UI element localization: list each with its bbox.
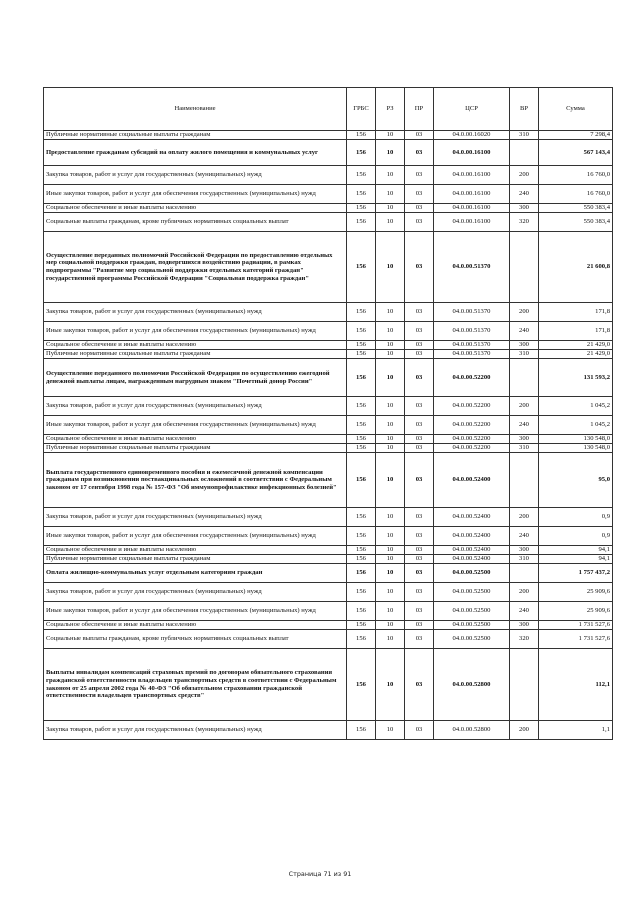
cell-name: Закупка товаров, работ и услуг для государственных (муниципальных) нужд [44, 166, 347, 185]
cell-rz: 10 [376, 602, 405, 621]
cell-name: Социальное обеспечение и иные выплаты населению [44, 204, 347, 213]
cell-name: Закупка товаров, работ и услуг для государственных (муниципальных) нужд [44, 303, 347, 322]
cell-pr: 03 [405, 555, 434, 564]
cell-rz: 10 [376, 564, 405, 583]
cell-pr: 03 [405, 453, 434, 508]
cell-pr: 03 [405, 630, 434, 649]
cell-grbs: 156 [347, 630, 376, 649]
cell-name: Публичные нормативные социальные выплаты гражданам [44, 350, 347, 359]
cell-csr: 04.0.00.52500 [434, 630, 510, 649]
cell-sum: 131 593,2 [539, 359, 613, 397]
cell-rz: 10 [376, 416, 405, 435]
cell-csr: 04.0.00.51370 [434, 341, 510, 350]
cell-rz: 10 [376, 527, 405, 546]
cell-name: Выплаты инвалидам компенсаций страховых премий по договорам обязательного страхования гражданской ответственности владельцев транспортных средств в соответствии с Федеральным законом от 25 апреля 2002 года № 40-ФЗ "Об обязательном страховании гражданской ответственности владельцев транспортных средств" [44, 649, 347, 721]
cell-sum: 130 548,0 [539, 435, 613, 444]
cell-name: Оплата жилищно-коммунальных услуг отдельным категориям граждан [44, 564, 347, 583]
cell-name: Осуществление переданных полномочий Российской Федерации по предоставлению отдельных мер социальной поддержки граждан, подвергшихся воздействию радиации, в рамках подпрограммы "Развитие мер социальной поддержки отдельных категорий граждан" государственной программы Российской Федерации "Социальная поддержка граждан" [44, 232, 347, 303]
cell-pr: 03 [405, 232, 434, 303]
cell-grbs: 156 [347, 140, 376, 166]
cell-grbs: 156 [347, 341, 376, 350]
cell-csr: 04.0.00.52400 [434, 546, 510, 555]
cell-grbs: 156 [347, 185, 376, 204]
cell-vr: 310 [510, 131, 539, 140]
table-row [44, 350, 613, 359]
cell-vr: 200 [510, 166, 539, 185]
table-row [44, 397, 613, 416]
cell-sum: 0,9 [539, 527, 613, 546]
cell-grbs: 156 [347, 721, 376, 740]
cell-pr: 03 [405, 204, 434, 213]
cell-grbs: 156 [347, 397, 376, 416]
cell-grbs: 156 [347, 621, 376, 630]
cell-pr: 03 [405, 508, 434, 527]
cell-vr: 240 [510, 185, 539, 204]
cell-rz: 10 [376, 303, 405, 322]
cell-sum: 171,8 [539, 322, 613, 341]
cell-grbs: 156 [347, 359, 376, 397]
cell-sum: 7 298,4 [539, 131, 613, 140]
cell-csr: 04.0.00.52500 [434, 583, 510, 602]
cell-grbs: 156 [347, 602, 376, 621]
cell-name: Закупка товаров, работ и услуг для государственных (муниципальных) нужд [44, 583, 347, 602]
cell-vr: 200 [510, 508, 539, 527]
cell-name: Иные закупки товаров, работ и услуг для обеспечения государственных (муниципальных) нужд [44, 416, 347, 435]
cell-csr: 04.0.00.16100 [434, 213, 510, 232]
table-row [44, 444, 613, 453]
cell-pr: 03 [405, 131, 434, 140]
cell-sum: 567 143,4 [539, 140, 613, 166]
cell-grbs: 156 [347, 166, 376, 185]
table-row [44, 204, 613, 213]
cell-pr: 03 [405, 602, 434, 621]
cell-vr: 240 [510, 527, 539, 546]
header-grbs: ГРБС [347, 88, 376, 131]
cell-vr: 300 [510, 546, 539, 555]
cell-vr: 320 [510, 213, 539, 232]
cell-pr: 03 [405, 322, 434, 341]
cell-sum: 21 429,0 [539, 350, 613, 359]
cell-csr: 04.0.00.51370 [434, 232, 510, 303]
cell-grbs: 156 [347, 564, 376, 583]
cell-pr: 03 [405, 213, 434, 232]
cell-rz: 10 [376, 444, 405, 453]
cell-vr: 310 [510, 350, 539, 359]
cell-rz: 10 [376, 721, 405, 740]
cell-vr [510, 649, 539, 721]
cell-vr: 200 [510, 397, 539, 416]
cell-sum: 21 429,0 [539, 341, 613, 350]
cell-name: Публичные нормативные социальные выплаты гражданам [44, 444, 347, 453]
cell-csr: 04.0.00.16100 [434, 185, 510, 204]
cell-sum: 550 383,4 [539, 204, 613, 213]
cell-name: Социальное обеспечение и иные выплаты населению [44, 621, 347, 630]
header-pr: ПР [405, 88, 434, 131]
header-csr: ЦСР [434, 88, 510, 131]
cell-rz: 10 [376, 397, 405, 416]
cell-csr: 04.0.00.52200 [434, 359, 510, 397]
cell-name: Осуществление переданного полномочия Российской Федерации по осуществлению ежегодной денежной выплаты лицам, награжденным нагрудным знаком "Почетный донор России" [44, 359, 347, 397]
table-row [44, 721, 613, 740]
header-name: Наименование [44, 88, 347, 131]
cell-vr: 200 [510, 583, 539, 602]
cell-vr: 240 [510, 602, 539, 621]
cell-pr: 03 [405, 303, 434, 322]
table-row [44, 232, 613, 303]
cell-pr: 03 [405, 621, 434, 630]
cell-grbs: 156 [347, 131, 376, 140]
cell-sum: 112,1 [539, 649, 613, 721]
table-row [44, 140, 613, 166]
cell-pr: 03 [405, 564, 434, 583]
cell-sum: 94,1 [539, 555, 613, 564]
cell-sum: 21 600,8 [539, 232, 613, 303]
cell-pr: 03 [405, 185, 434, 204]
cell-rz: 10 [376, 630, 405, 649]
cell-vr: 200 [510, 303, 539, 322]
cell-rz: 10 [376, 508, 405, 527]
cell-rz: 10 [376, 213, 405, 232]
cell-name: Иные закупки товаров, работ и услуг для обеспечения государственных (муниципальных) нужд [44, 602, 347, 621]
cell-csr: 04.0.00.16100 [434, 166, 510, 185]
cell-name: Социальное обеспечение и иные выплаты населению [44, 435, 347, 444]
cell-pr: 03 [405, 649, 434, 721]
cell-name: Иные закупки товаров, работ и услуг для обеспечения государственных (муниципальных) нужд [44, 185, 347, 204]
cell-rz: 10 [376, 140, 405, 166]
cell-vr: 200 [510, 721, 539, 740]
cell-vr: 310 [510, 444, 539, 453]
cell-vr [510, 453, 539, 508]
cell-vr: 240 [510, 322, 539, 341]
cell-grbs: 156 [347, 555, 376, 564]
cell-name: Социальное обеспечение и иные выплаты населению [44, 546, 347, 555]
cell-pr: 03 [405, 140, 434, 166]
cell-rz: 10 [376, 131, 405, 140]
cell-sum: 1 757 437,2 [539, 564, 613, 583]
cell-sum: 550 383,4 [539, 213, 613, 232]
cell-pr: 03 [405, 435, 434, 444]
cell-pr: 03 [405, 397, 434, 416]
table-row [44, 508, 613, 527]
cell-csr: 04.0.00.16100 [434, 140, 510, 166]
cell-grbs: 156 [347, 232, 376, 303]
cell-rz: 10 [376, 621, 405, 630]
cell-name: Публичные нормативные социальные выплаты гражданам [44, 131, 347, 140]
cell-vr: 300 [510, 341, 539, 350]
cell-csr: 04.0.00.16100 [434, 204, 510, 213]
cell-sum: 1 731 527,6 [539, 630, 613, 649]
cell-grbs: 156 [347, 204, 376, 213]
cell-name: Социальное обеспечение и иные выплаты населению [44, 341, 347, 350]
cell-rz: 10 [376, 649, 405, 721]
cell-name: Социальные выплаты гражданам, кроме публичных нормативных социальных выплат [44, 630, 347, 649]
table-row [44, 546, 613, 555]
table-row [44, 564, 613, 583]
cell-grbs: 156 [347, 444, 376, 453]
cell-sum: 25 909,6 [539, 583, 613, 602]
cell-grbs: 156 [347, 453, 376, 508]
cell-csr: 04.0.00.52200 [434, 444, 510, 453]
cell-vr: 300 [510, 621, 539, 630]
cell-vr [510, 232, 539, 303]
cell-name: Публичные нормативные социальные выплаты гражданам [44, 555, 347, 564]
cell-name: Закупка товаров, работ и услуг для государственных (муниципальных) нужд [44, 508, 347, 527]
cell-vr [510, 564, 539, 583]
cell-pr: 03 [405, 546, 434, 555]
cell-sum: 1 731 527,6 [539, 621, 613, 630]
cell-rz: 10 [376, 341, 405, 350]
table-body [44, 131, 613, 740]
cell-csr: 04.0.00.51370 [434, 350, 510, 359]
table-row [44, 213, 613, 232]
cell-grbs: 156 [347, 350, 376, 359]
cell-rz: 10 [376, 583, 405, 602]
cell-name: Предоставление гражданам субсидий на оплату жилого помещения и коммунальных услуг [44, 140, 347, 166]
cell-csr: 04.0.00.52400 [434, 508, 510, 527]
cell-vr [510, 359, 539, 397]
cell-rz: 10 [376, 435, 405, 444]
cell-csr: 04.0.00.52800 [434, 721, 510, 740]
cell-sum: 95,0 [539, 453, 613, 508]
table-row [44, 555, 613, 564]
cell-csr: 04.0.00.52200 [434, 397, 510, 416]
cell-sum: 1 045,2 [539, 397, 613, 416]
table-row [44, 416, 613, 435]
cell-name: Иные закупки товаров, работ и услуг для обеспечения государственных (муниципальных) нужд [44, 527, 347, 546]
cell-vr: 300 [510, 435, 539, 444]
cell-sum: 130 548,0 [539, 444, 613, 453]
cell-grbs: 156 [347, 527, 376, 546]
cell-csr: 04.0.00.52200 [434, 416, 510, 435]
table-row [44, 359, 613, 397]
cell-sum: 1,1 [539, 721, 613, 740]
cell-vr: 300 [510, 204, 539, 213]
cell-rz: 10 [376, 546, 405, 555]
table-row [44, 621, 613, 630]
cell-csr: 04.0.00.52400 [434, 453, 510, 508]
cell-vr: 240 [510, 416, 539, 435]
cell-rz: 10 [376, 322, 405, 341]
cell-pr: 03 [405, 444, 434, 453]
cell-grbs: 156 [347, 583, 376, 602]
cell-csr: 04.0.00.51370 [434, 303, 510, 322]
cell-grbs: 156 [347, 303, 376, 322]
cell-csr: 04.0.00.52400 [434, 555, 510, 564]
cell-grbs: 156 [347, 649, 376, 721]
budget-table [43, 87, 613, 740]
cell-name: Выплата государственного единовременного пособия и ежемесячной денежной компенсации гражданам при возникновении поствакцинальных осложнений в соответствии с Федеральным законом от 17 сентября 1998 года № 157-ФЗ "Об иммунопрофилактике инфекционных болезней" [44, 453, 347, 508]
cell-pr: 03 [405, 359, 434, 397]
table-row [44, 322, 613, 341]
cell-csr: 04.0.00.52500 [434, 621, 510, 630]
table-row [44, 630, 613, 649]
cell-csr: 04.0.00.52200 [434, 435, 510, 444]
table-row [44, 341, 613, 350]
cell-pr: 03 [405, 583, 434, 602]
cell-pr: 03 [405, 527, 434, 546]
cell-vr [510, 140, 539, 166]
table-row [44, 602, 613, 621]
cell-rz: 10 [376, 185, 405, 204]
cell-sum: 1 045,2 [539, 416, 613, 435]
cell-csr: 04.0.00.52500 [434, 564, 510, 583]
cell-name: Закупка товаров, работ и услуг для государственных (муниципальных) нужд [44, 397, 347, 416]
table-row [44, 527, 613, 546]
cell-pr: 03 [405, 721, 434, 740]
cell-pr: 03 [405, 350, 434, 359]
cell-vr: 310 [510, 555, 539, 564]
header-sum: Сумма [539, 88, 613, 131]
cell-rz: 10 [376, 350, 405, 359]
cell-sum: 16 760,0 [539, 166, 613, 185]
cell-rz: 10 [376, 232, 405, 303]
cell-grbs: 156 [347, 546, 376, 555]
cell-csr: 04.0.00.16020 [434, 131, 510, 140]
cell-grbs: 156 [347, 416, 376, 435]
table-row [44, 435, 613, 444]
cell-sum: 94,1 [539, 546, 613, 555]
cell-csr: 04.0.00.52400 [434, 527, 510, 546]
cell-rz: 10 [376, 453, 405, 508]
cell-csr: 04.0.00.52800 [434, 649, 510, 721]
cell-csr: 04.0.00.51370 [434, 322, 510, 341]
cell-grbs: 156 [347, 435, 376, 444]
cell-name: Социальные выплаты гражданам, кроме публичных нормативных социальных выплат [44, 213, 347, 232]
cell-pr: 03 [405, 341, 434, 350]
cell-vr: 320 [510, 630, 539, 649]
table-row [44, 303, 613, 322]
cell-sum: 0,9 [539, 508, 613, 527]
cell-grbs: 156 [347, 322, 376, 341]
cell-rz: 10 [376, 359, 405, 397]
page-number: Страница 71 из 91 [288, 870, 352, 878]
cell-sum: 171,8 [539, 303, 613, 322]
cell-sum: 25 909,6 [539, 602, 613, 621]
cell-pr: 03 [405, 416, 434, 435]
header-vr: ВР [510, 88, 539, 131]
cell-name: Закупка товаров, работ и услуг для государственных (муниципальных) нужд [44, 721, 347, 740]
cell-rz: 10 [376, 555, 405, 564]
cell-grbs: 156 [347, 508, 376, 527]
cell-csr: 04.0.00.52500 [434, 602, 510, 621]
table-row [44, 131, 613, 140]
cell-rz: 10 [376, 166, 405, 185]
cell-grbs: 156 [347, 213, 376, 232]
table-row [44, 166, 613, 185]
table-header-row [44, 88, 613, 131]
cell-name: Иные закупки товаров, работ и услуг для обеспечения государственных (муниципальных) нужд [44, 322, 347, 341]
cell-pr: 03 [405, 166, 434, 185]
cell-sum: 16 760,0 [539, 185, 613, 204]
table-row [44, 583, 613, 602]
cell-rz: 10 [376, 204, 405, 213]
table-row [44, 453, 613, 508]
table-row [44, 649, 613, 721]
header-rz: РЗ [376, 88, 405, 131]
table-row [44, 185, 613, 204]
